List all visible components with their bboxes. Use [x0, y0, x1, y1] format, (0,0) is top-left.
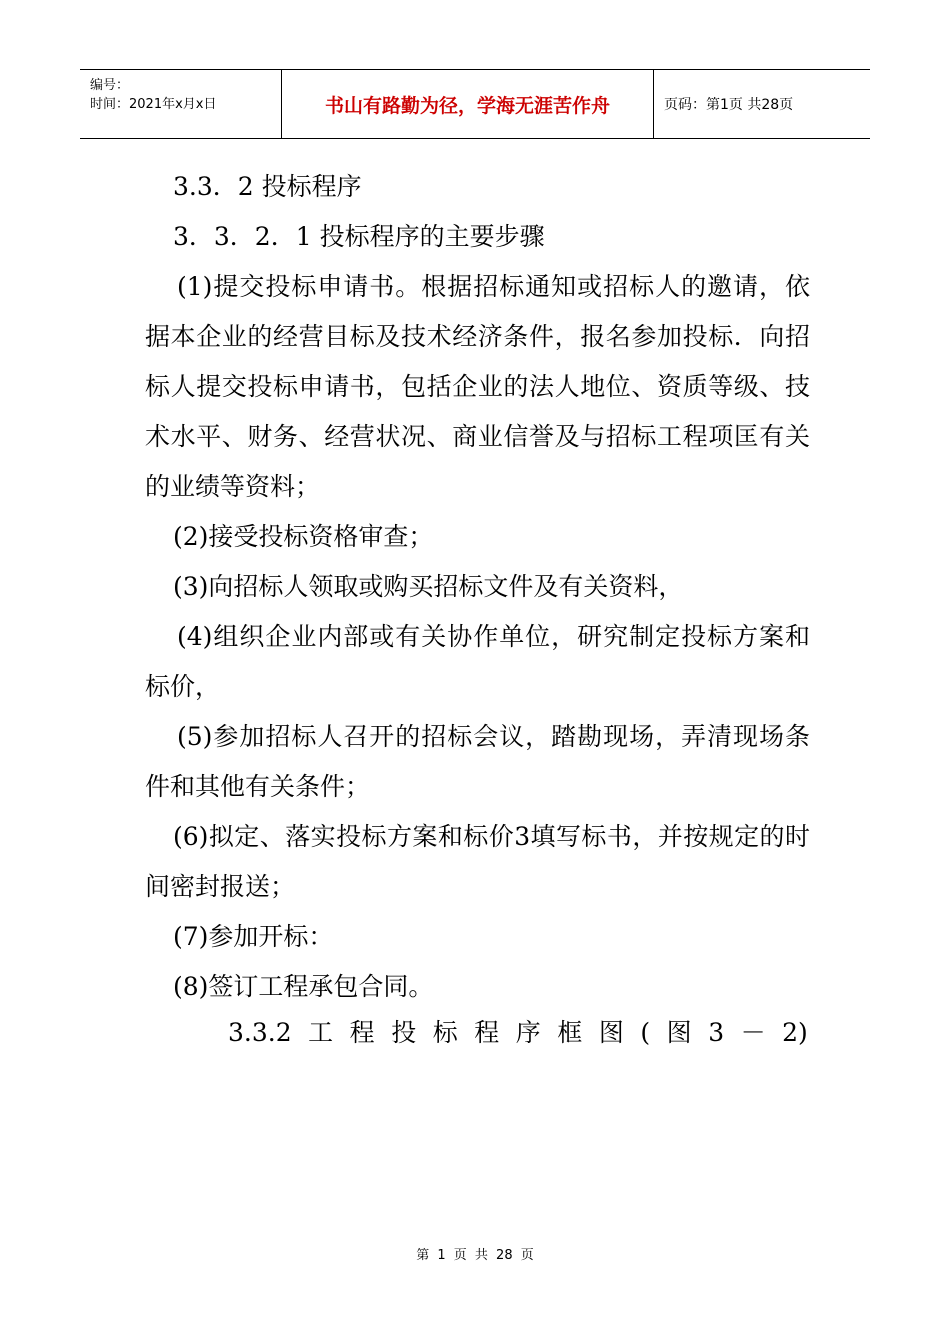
figure-title-token: 框	[557, 1018, 583, 1047]
figure-title	[228, 1008, 808, 1058]
subsection-heading: 3．3．2．1 投标程序的主要步骤	[173, 222, 545, 251]
figure-title-token: －	[740, 1018, 766, 1047]
figure-title-token: 标	[432, 1018, 458, 1047]
figure-title-token: 图	[666, 1018, 692, 1047]
step-paragraph: (1)提交投标申请书。根据招标通知或招标人的邀请，依据本企业的经营目标及技术经济条件，报名参加投标．向招标人提交投标申请书，包括企业的法人地位、资质等级、技术水平、财务、经营状况、商业信誉及与招标工程项匡有关的业绩等资料；	[145, 272, 810, 501]
step-paragraph: (8)签订工程承包合同。	[173, 972, 434, 1001]
figure-title-token: 3.3.2	[228, 1018, 292, 1047]
figure-title-token: 投	[391, 1018, 417, 1047]
document-number-label: 编号：	[90, 78, 130, 93]
figure-title-token: 3	[708, 1018, 725, 1047]
step-paragraph: (7)参加开标：	[173, 922, 334, 951]
document-date-label: 时间：2021年x月x日	[90, 97, 217, 112]
step-paragraph: (2)接受投标资格审查；	[173, 522, 434, 551]
figure-title-token: 程	[349, 1018, 375, 1047]
document-body	[145, 162, 810, 1012]
figure-title-token: 图	[598, 1018, 624, 1047]
figure-title-token: 2)	[782, 1018, 808, 1047]
figure-title-token: (	[640, 1018, 651, 1047]
step-paragraph: (4)组织企业内部或有关协作单位，研究制定投标方案和标价，	[145, 622, 810, 701]
step-paragraph: (6)拟定、落实投标方案和标价3填写标书，并按规定的时间密封报送；	[145, 822, 810, 901]
figure-title-token: 序	[515, 1018, 541, 1047]
page-header	[80, 69, 870, 139]
header-page-info: 页码：第1页 共28页	[664, 97, 794, 113]
section-heading: 3.3．2 投标程序	[173, 172, 362, 201]
step-paragraph: (5)参加招标人召开的招标会议，踏勘现场，弄清现场条件和其他有关条件；	[145, 722, 810, 801]
step-paragraph: (3)向招标人领取或购买招标文件及有关资料，	[173, 572, 684, 601]
header-meta	[80, 70, 282, 138]
page-footer: 第 1 页 共 28 页	[416, 1248, 534, 1263]
figure-title-token: 工	[308, 1018, 334, 1047]
header-motto: 书山有路勤为径，学海无涯苦作舟	[282, 70, 654, 138]
figure-title-token: 程	[474, 1018, 500, 1047]
